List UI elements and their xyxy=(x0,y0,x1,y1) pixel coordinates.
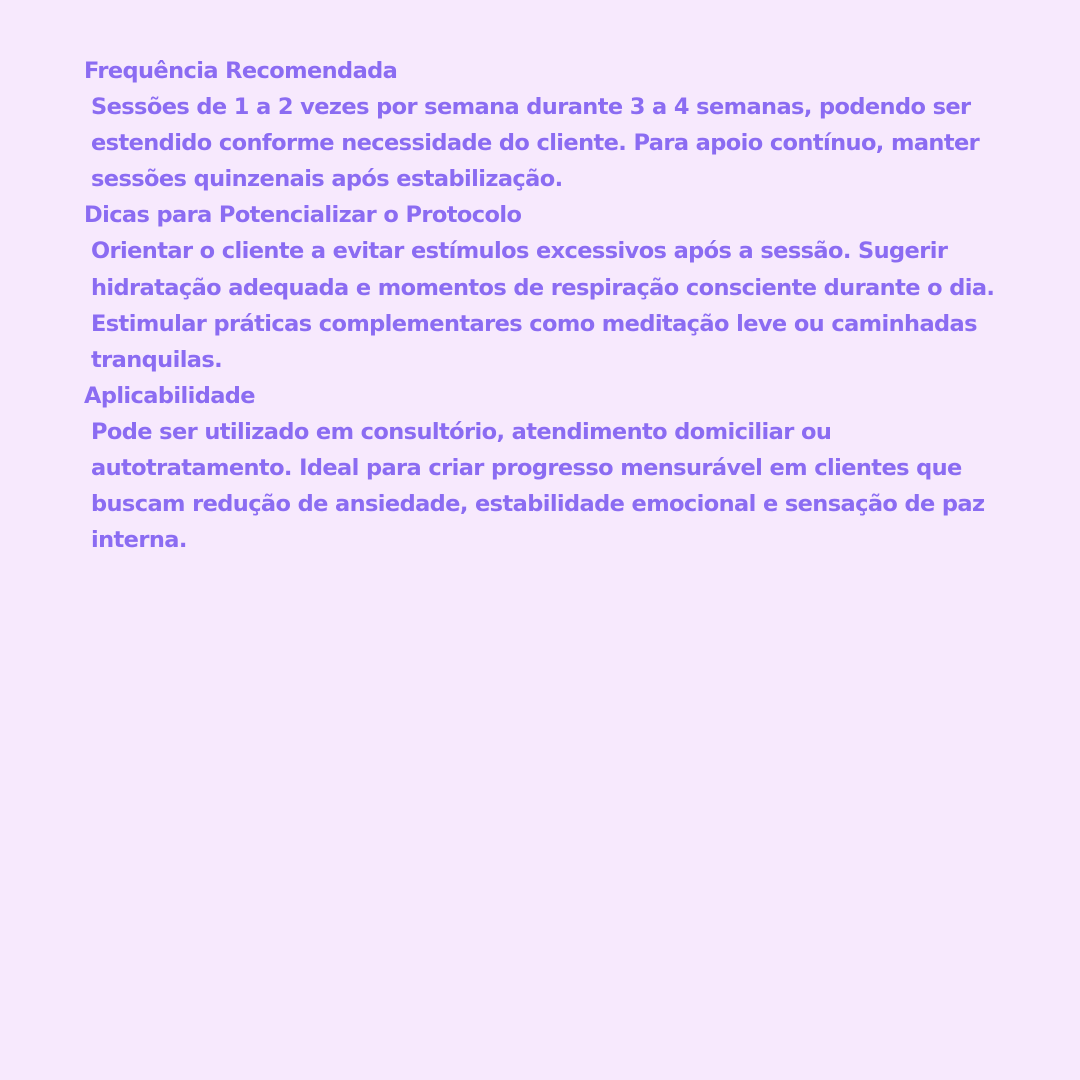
section-aplicabilidade xyxy=(84,378,1004,558)
section-body-aplicabilidade: Pode ser utilizado em consultório, atendimento domiciliar ou autotratamento. Ideal para criar progresso mensurável em clientes que buscam redução de ansiedade, estabilidade emocional e sensação de paz interna. xyxy=(91,418,985,554)
protocol-text-block xyxy=(84,53,1004,558)
section-heading-dicas: Dicas para Potencializar o Protocolo xyxy=(84,202,522,229)
section-frequencia xyxy=(84,53,1004,197)
section-body-dicas: Orientar o cliente a evitar estímulos excessivos após a sessão. Sugerir hidratação adequada e momentos de respiração consciente durante o dia. Estimular práticas complementares como meditação leve ou caminhadas tranquilas. xyxy=(91,238,995,373)
section-dicas xyxy=(84,197,1004,377)
section-heading-frequencia: Frequência Recomendada xyxy=(84,58,398,84)
section-heading-aplicabilidade: Aplicabilidade xyxy=(84,382,255,409)
section-body-frequencia: Sessões de 1 a 2 vezes por semana durante 3 a 4 semanas, podendo ser estendido conforme necessidade do cliente. Para apoio contínuo, manter sessões quinzenais após estabilização. xyxy=(91,94,980,193)
